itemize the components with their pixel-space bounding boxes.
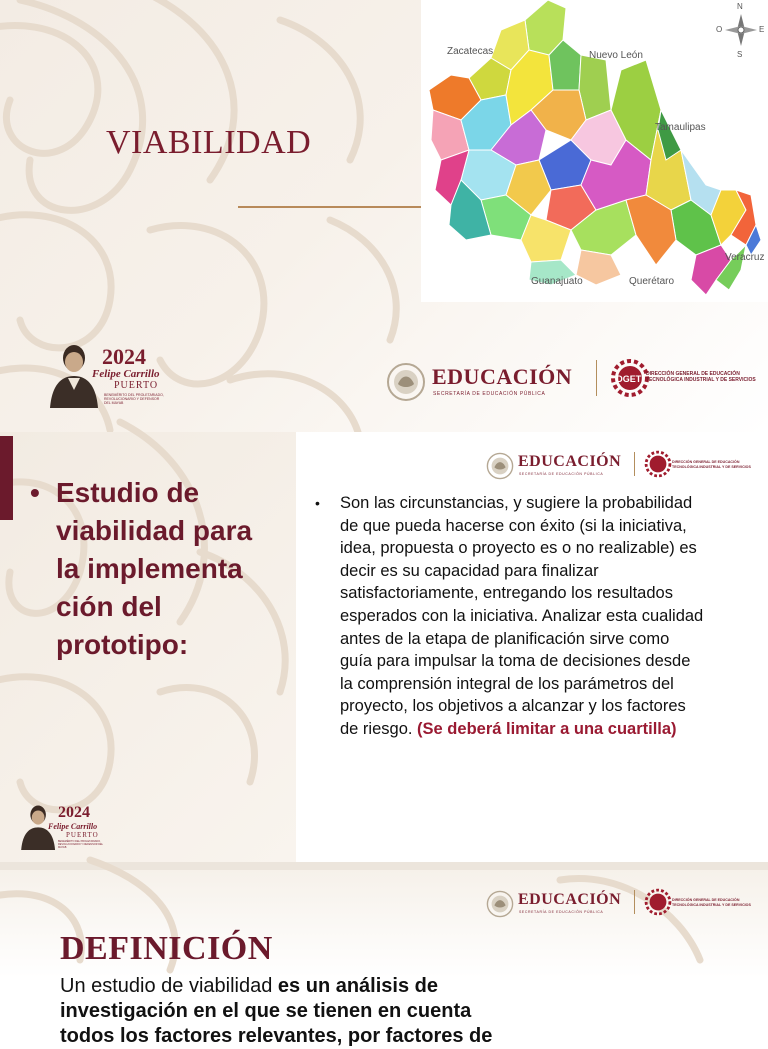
svg-text:DGETI: DGETI: [616, 374, 644, 384]
logo-separator: [634, 890, 635, 914]
body-text: [315, 492, 705, 741]
edu-word: EDUCACIÓN: [518, 453, 622, 470]
compass-s: S: [737, 50, 743, 59]
body-bullet: •: [315, 495, 320, 511]
dgeti-line2: TECNOLÓGICA INDUSTRIAL Y DE SERVICIOS: [672, 903, 751, 907]
slide-title: VIABILIDAD: [106, 124, 312, 161]
dgeti-gear-icon: [610, 358, 650, 398]
dgeti-line2: TECNOLÓGICA INDUSTRIAL Y DE SERVICIOS: [646, 377, 756, 383]
sep-shield-icon: [486, 890, 514, 918]
sep-logo: [486, 888, 626, 922]
sep-logo: [486, 450, 626, 484]
edu-word: EDUCACIÓN: [518, 891, 622, 908]
body-highlight: (Se deberá limitar a una cuartilla): [417, 719, 677, 738]
slide-estudio-viabilidad: [0, 432, 768, 862]
map-label-queretaro: Querétaro: [629, 276, 675, 287]
slide-title: DEFINICIÓN: [60, 930, 273, 967]
sep-logo: [386, 360, 586, 410]
dgeti-gear-icon: [644, 450, 672, 478]
accent-bar: [0, 436, 13, 520]
map-label-zacatecas: Zacatecas: [447, 46, 494, 57]
dgeti-gear-icon: [644, 888, 672, 916]
dgeti-line1: DIRECCIÓN GENERAL DE EDUCACIÓN: [672, 898, 740, 902]
title-underline: [238, 206, 422, 208]
slide-definicion: [0, 862, 768, 1047]
dgeti-logo: [610, 356, 760, 402]
dgeti-line1: DIRECCIÓN GENERAL DE EDUCACIÓN: [646, 371, 740, 377]
logo-separator: [634, 452, 635, 476]
compass-o: O: [716, 25, 723, 34]
edu-sub: SECRETARÍA DE EDUCACIÓN PÚBLICA: [519, 472, 604, 476]
definition-text: [60, 974, 530, 1049]
compass-e: E: [759, 25, 765, 34]
compass-n: N: [737, 2, 743, 11]
sep-shield-icon: [486, 452, 514, 480]
sep-shield-icon: [386, 362, 426, 402]
heading-bullet: •: [30, 477, 40, 508]
definition-plain: Un estudio de viabilidad: [60, 975, 278, 997]
heading-text: Estudio de viabilidad para la implementa ción del prototipo:: [56, 477, 253, 660]
edu-sub: SECRETARÍA DE EDUCACIÓN PÚBLICA: [433, 391, 546, 397]
logo-2024-felipe-carrillo: 2024 Felipe Carrillo PUERTO BENEMÉRITO DEL PROLETARIADO, REVOLUCIONARIO Y DEFENSOR DEL MAYAB: [40, 340, 170, 412]
dgeti-logo: [644, 448, 754, 480]
edu-word: EDUCACIÓN: [432, 364, 573, 389]
map-label-tamaulipas: Tamaulipas: [655, 122, 706, 133]
definition-bold: es un análisis de investigación en el que se tienen en cuenta todos los factores relevantes, por factores de: [60, 975, 493, 1047]
dgeti-line1: DIRECCIÓN GENERAL DE EDUCACIÓN: [672, 460, 740, 464]
map-label-veracruz: Veracruz: [725, 252, 765, 263]
body-main: Son las circunstancias, y sugiere la probabilidad de que pueda hacerse con éxito (si la iniciativa, idea, propuesta o proyecto es o no realizable) es decir es su capacidad para finalizar satisfactoriamente, entregando los resultados esperados con la iniciativa. Analizar esta cualidad antes de la etapa de planificación sirve como guía para impulsar la toma de decisiones desde la comprensión integral de los parámetros del proyecto, los objetivos a alcanzar y los factores de riesgo.: [340, 494, 704, 738]
slide-heading: [30, 474, 280, 664]
dgeti-logo: [644, 886, 754, 918]
compass-icon: [715, 2, 767, 60]
logo-2024-felipe-carrillo: 2024 Felipe Carrillo PUERTO BENEMÉRITO DEL PROLETARIADO, REVOLUCIONARIO Y DEFENSOR DEL MAYAB: [14, 802, 114, 852]
edu-sub: SECRETARÍA DE EDUCACIÓN PÚBLICA: [519, 910, 604, 914]
body-paragraph: [315, 492, 705, 741]
dgeti-line2: TECNOLÓGICA INDUSTRIAL Y DE SERVICIOS: [672, 465, 751, 469]
map-label-nuevo-leon: Nuevo León: [589, 50, 643, 61]
map-label-guanajuato: Guanajuato: [531, 276, 583, 287]
slide-viabilidad: [0, 0, 768, 432]
logo-separator: [596, 360, 597, 396]
